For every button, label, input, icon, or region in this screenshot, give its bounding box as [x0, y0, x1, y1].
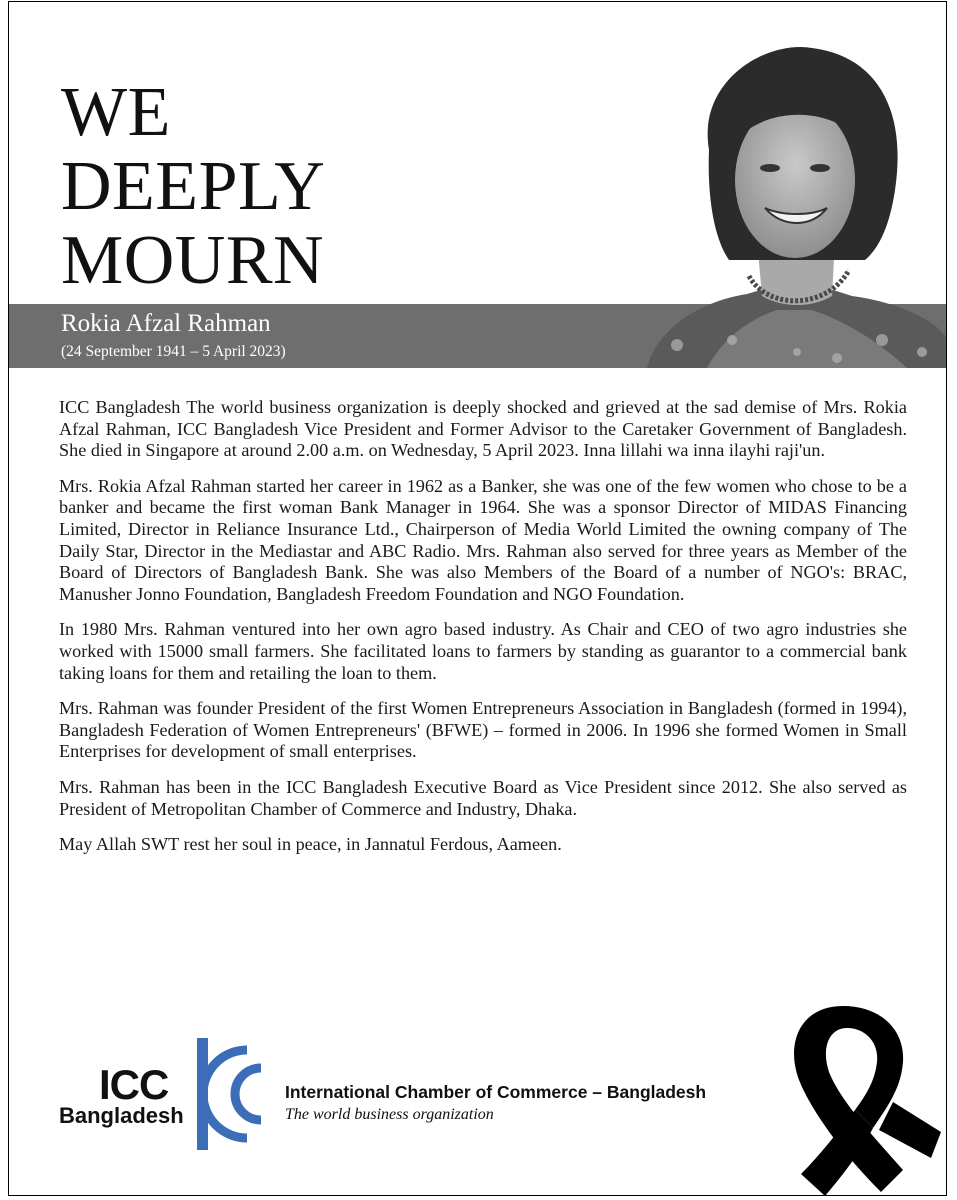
- icc-arcs-logo-icon: [195, 1038, 265, 1150]
- organization-name: International Chamber of Commerce – Bangladesh: [285, 1082, 707, 1102]
- paragraph: ICC Bangladesh The world business organization is deeply shocked and grieved at the sad demise of Mrs. Rokia Afzal Rahman, ICC Bangladesh Vice President and Former Advisor to the Caretaker Government of Bangladesh. She died in Singapore at around 2.00 a.m. on Wednesday, 5 April 2023. Inna lillahi wa inna ilayhi raji'un.: [59, 397, 907, 461]
- headline-line-2: DEEPLY: [61, 148, 326, 225]
- paragraph: Mrs. Rokia Afzal Rahman started her career in 1962 as a Banker, she was one of the few women who chose to be a banker and became the first woman Bank Manager in 1964. She was a sponsor Director of MIDAS Financing Limited, Director in Reliance Insurance Ltd., Chairperson of Media World Limited the owning company of The Daily Star, Director in the Mediastar and ABC Radio. Mrs. Rahman also served for three years as Member of the Board of Directors of Bangladesh Bank. She was also Members of the Board of a number of NGO's: BRAC, Manusher Jonno Foundation, Bangladesh Freedom Foundation and NGO Foundation.: [59, 475, 907, 604]
- headline: [61, 76, 325, 298]
- obituary-notice: [8, 1, 947, 1196]
- mourning-ribbon-icon: [781, 1002, 946, 1196]
- person-dates: (24 September 1941 – 5 April 2023): [61, 343, 286, 360]
- logo-icc-text: ICC: [99, 1061, 169, 1108]
- portrait-photo: [637, 40, 947, 368]
- logo-bangladesh-text: Bangladesh: [59, 1103, 184, 1128]
- headline-line-3: MOURN: [61, 222, 325, 299]
- person-name: Rokia Afzal Rahman: [61, 310, 271, 337]
- organization-tagline: The world business organization: [285, 1106, 494, 1123]
- paragraph: In 1980 Mrs. Rahman ventured into her own agro based industry. As Chair and CEO of two agro industries she worked with 15000 small farmers. She facilitated loans to farmers by standing as guarantor to a commercial bank taking loans for them and retailing the loan to them.: [59, 619, 907, 683]
- paragraph: Mrs. Rahman was founder President of the first Women Entrepreneurs Association in Bangladesh (formed in 1994), Bangladesh Federation of Women Entrepreneurs' (BFWE) – formed in 2006. In 1996 she formed Women in Small Enterprises for development of small enterprises.: [59, 698, 907, 762]
- paragraph: May Allah SWT rest her soul in peace, in Jannatul Ferdous, Aameen.: [59, 834, 562, 855]
- headline-line-1: WE: [61, 74, 171, 151]
- obituary-body: [59, 397, 907, 870]
- paragraph: Mrs. Rahman has been in the ICC Bangladesh Executive Board as Vice President since 2012. She also served as President of Metropolitan Chamber of Commerce and Industry, Dhaka.: [59, 776, 907, 819]
